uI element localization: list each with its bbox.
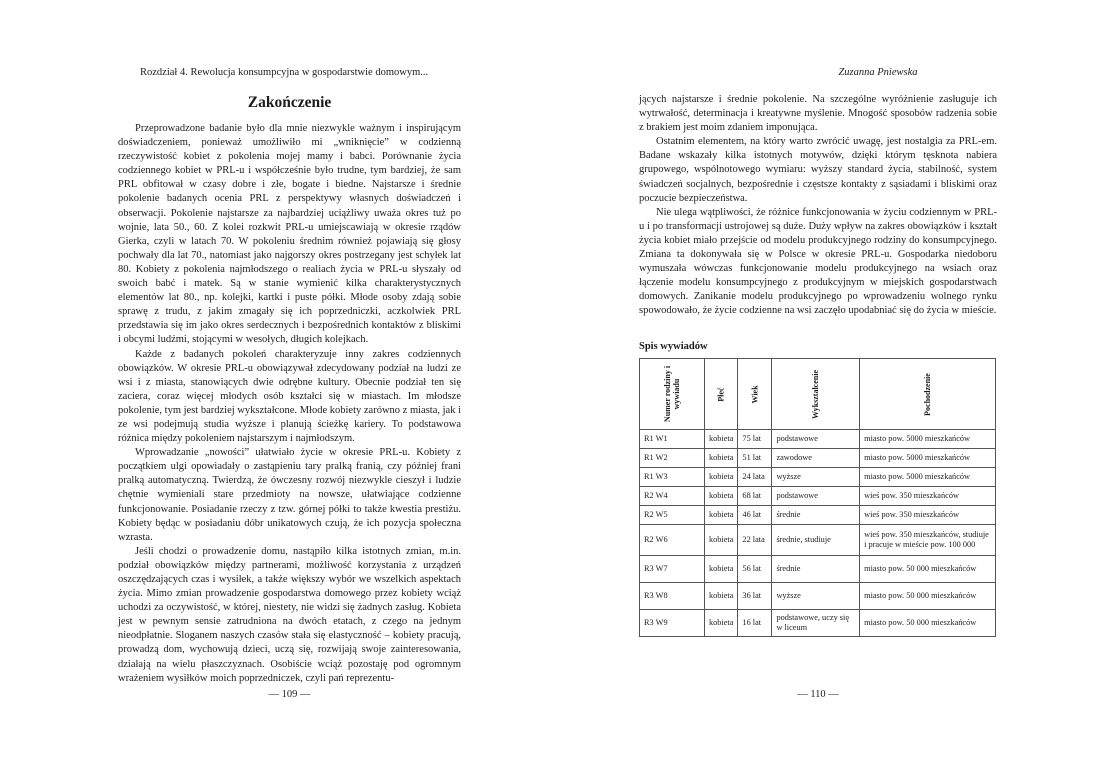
column-header-label: Płeć — [716, 386, 726, 402]
table-cell: R3 W9 — [640, 610, 705, 637]
table-cell: podstawowe, uczy się w liceum — [772, 610, 860, 637]
column-header-label: Numer rodziny i wywiadu — [663, 365, 681, 423]
paragraph: Jeśli chodzi o prowadzenie domu, nastąpiło kilka istotnych zmian, m.in. podział obowiązków między partnerami, możliwość korzystania z urządzeń oszczędzających czas i wysiłek, a także większy wybór we wszelkich aspektach życia. Mimo zmian prowadzenie gospodarstwa domowego przez kobiety wciąż uchodzi za oczywistość, w której, niestety, nie widzi się żadnych zasług. Kobieta jest w pewnym sensie zatrudniona na dwóch etatach, z czego na jednym nieodpłatnie. Sloganem naszych czasów stała się elastyczność – kobiety pracują, prowadzą dom, wychowują dzieci, uczą się, rozwijają swoje zainteresowania, działają na wielu płaszczyznach. Osobiście wciąż pozostaję pod ogromnym wrażeniem wysiłków moich poprzedniczek, czyli pań reprezentu- — [118, 545, 461, 684]
table-cell: R3 W7 — [640, 556, 705, 583]
table-cell: kobieta — [705, 468, 738, 487]
running-head-chapter: Rozdział 4. Rewolucja konsumpcyjna w gospodarstwie domowym... — [140, 67, 429, 78]
table-cell: wieś pow. 350 mieszkańców — [860, 506, 996, 525]
table-row — [640, 525, 996, 556]
table-cell: R1 W2 — [640, 449, 705, 468]
column-header-label: Wykształcenie — [811, 369, 821, 419]
left-page — [118, 0, 461, 766]
paragraph: Ostatnim elementem, na który warto zwrócić uwagę, jest nostalgia za PRL-em. Badane wskazały kilka istotnych motywów, dzięki którym tęsknota nabiera grupowego, wspólnotowego wymiaru: wyższy standard życia, stabilność, system świadczeń socjalnych, bezpośrednie i częstsze kontakty z sąsiadami i bliskimi oraz poczucie bezpieczeństwa. — [639, 136, 997, 204]
table-row — [640, 583, 996, 610]
table-row — [640, 430, 996, 449]
page-number: — 109 — — [268, 689, 311, 700]
paragraph: Wprowadzanie „nowości” ułatwiało życie w okresie PRL-u. Kobiety z początkiem ulgi opowiadały o zastąpieniu tary pralką franią, czy później frani pralką automatyczną. Twierdzą, że ówczesny rozwój niezwykle cieszył i ludzie chętnie wymieniali stare przedmioty na nowsze, ułatwiające codzienne funkcjonowanie. Posiadanie rzeczy z tzw. górnej półki to także kwestia prestiżu. Kobiety będąc w posiadaniu dóbr unikatowych czują, że ich pozycja społeczna wzrasta. — [118, 447, 461, 543]
interviews-table — [639, 358, 996, 637]
table-cell: miasto pow. 50 000 mieszkańców — [860, 556, 996, 583]
table-cell: wieś pow. 350 mieszkańców, studiuje i pracuje w mieście pow. 100 000 — [860, 525, 996, 556]
page-number: — 110 — — [797, 689, 839, 700]
column-header — [738, 359, 772, 430]
table-cell: kobieta — [705, 430, 738, 449]
table-cell: kobieta — [705, 506, 738, 525]
table-row — [640, 468, 996, 487]
column-header — [860, 359, 996, 430]
table-row — [640, 610, 996, 637]
column-header — [640, 359, 705, 430]
table-header-row — [640, 359, 996, 430]
right-body-text — [639, 93, 997, 337]
table-cell: miasto pow. 5000 mieszkańców — [860, 430, 996, 449]
table-cell: kobieta — [705, 583, 738, 610]
paragraph: jących najstarsze i średnie pokolenie. Na szczególne wyróżnienie zasługuje ich wytrwałość, determinacja i kreatywne myślenie. Mnogość sposobów radzenia sobie z brakiem jest moim zdaniem imponująca. — [639, 94, 997, 134]
table-cell: R3 W8 — [640, 583, 705, 610]
table-title: Spis wywiadów — [639, 341, 708, 352]
table-cell: 56 lat — [738, 556, 772, 583]
table-cell: zawodowe — [772, 449, 860, 468]
table-cell: średnie — [772, 506, 860, 525]
table-cell: wyższe — [772, 468, 860, 487]
table-cell: R2 W5 — [640, 506, 705, 525]
table-cell: miasto pow. 5000 mieszkańców — [860, 449, 996, 468]
table-cell: średnie, studiuje — [772, 525, 860, 556]
paragraph: Każde z badanych pokoleń charakteryzuje inny zakres codziennych obowiązków. W okresie PRL-u obowiązywał zdecydowany podział na ludzi ze wsi i z miasta, stanowiących dwie odrębne kultury. Obecnie podział ten się zaciera, coraz więcej młodych osób kształci się w miastach. Im młodsze pokolenie, tym jest bardziej wykształcone. Młode kobiety zarówno z miasta, jak i ze wsi podejmują studia wyższe i planują ścieżkę kariery. To podstawowa różnica między pokoleniem najstarszym i najmłodszym. — [118, 348, 461, 445]
table-cell: wieś pow. 350 mieszkańców — [860, 487, 996, 506]
table-cell: 22 lata — [738, 525, 772, 556]
table-cell: R1 W3 — [640, 468, 705, 487]
table-cell: 24 lata — [738, 468, 772, 487]
table-cell: miasto pow. 50 000 mieszkańców — [860, 610, 996, 637]
section-title: Zakończenie — [247, 94, 332, 111]
table-cell: R2 W4 — [640, 487, 705, 506]
table-cell: 36 lat — [738, 583, 772, 610]
table-cell: 51 lat — [738, 449, 772, 468]
table-cell: kobieta — [705, 610, 738, 637]
table-row — [640, 556, 996, 583]
table-cell: R2 W6 — [640, 525, 705, 556]
column-header-label: Pochodzenie — [923, 372, 933, 416]
column-header-label: Wiek — [750, 384, 760, 404]
table-cell: wyższe — [772, 583, 860, 610]
table-row — [640, 506, 996, 525]
left-body-text — [118, 122, 461, 684]
table-row — [640, 449, 996, 468]
table-cell: miasto pow. 5000 mieszkańców — [860, 468, 996, 487]
column-header — [705, 359, 738, 430]
table-cell: 16 lat — [738, 610, 772, 637]
table-cell: podstawowe — [772, 487, 860, 506]
table-cell: kobieta — [705, 449, 738, 468]
table-cell: miasto pow. 50 000 mieszkańców — [860, 583, 996, 610]
table-cell: 46 lat — [738, 506, 772, 525]
table-cell: kobieta — [705, 487, 738, 506]
table-cell: 75 lat — [738, 430, 772, 449]
table-row — [640, 487, 996, 506]
column-header — [772, 359, 860, 430]
table-cell: R1 W1 — [640, 430, 705, 449]
table-cell: kobieta — [705, 556, 738, 583]
table-cell: 68 lat — [738, 487, 772, 506]
paragraph: Nie ulega wątpliwości, że różnice funkcjonowania w życiu codziennym w PRL-u i po transformacji ustrojowej są duże. Duży wpływ na zakres obowiązków i kształt życia kobiet miało przejście od modelu produkcyjnego rodziny do konsumpcyjnego. Zmiana ta dokonywała się w Polsce w okresie PRL-u. Gospodarka niedoboru wymuszała wówczas funkcjonowanie modelu produkcyjnego na wsiach oraz łączenie modelu konsumpcyjnego z produkcyjnym w miejskich gospodarstwach domowych. Zanikanie modelu produkcyjnego po wprowadzeniu wolnego rynku spowodowało, że życie codzienne na wsi zaczęło upodabniać się do życia w mieście. — [639, 206, 997, 317]
paragraph: Przeprowadzone badanie było dla mnie niezwykle ważnym i inspirującym doświadczeniem, ponieważ umożliwiło mi „wniknięcie” w codzienną rzeczywistość kobiet z pokolenia mojej mamy i babci. Porównanie życia codziennego kobiet w PRL-u i współcześnie było trudne, tym bardziej, że sam PRL obfitował w czasy dobre i złe, bogate i biedne. Najstarsze i średnie pokolenie badanych ocenia PRL z perspektywy własnych doświadczeń i obserwacji. Pokolenie najstarsze za najbardziej uciążliwy uważa okres tuż po wojnie, lata 50., 60. Z kolei rozkwit PRL-u umiejscawiają w okresie rządów Gierka, czyli w latach 70. W pokoleniu średnim również pojawiają się głosy pochwały dla lat 70., natomiast jako najgorszy okres postrzegany jest schyłek lat 80. Kobiety z pokolenia najmłodszego o realiach życia w PRL-u słyszały od swoich babć i matek. Są w stanie wymienić kilka charakterystycznych elementów lat 80., np. kolejki, kartki i puste półki. Młode osoby zdają sobie sprawę z trudu, z jakim zmagały się ich poprzedniczki, aczkolwiek PRL przedstawia się im jako okres serdecznych i bezpośrednich kontaktów z bliskimi i obcymi ludźmi, stojącymi w wesołych, długich kolejkach. — [118, 123, 461, 346]
right-page — [639, 0, 997, 766]
table-cell: kobieta — [705, 525, 738, 556]
table-cell: podstawowe — [772, 430, 860, 449]
running-head-author: Zuzanna Pniewska — [838, 67, 918, 78]
table-cell: średnie — [772, 556, 860, 583]
